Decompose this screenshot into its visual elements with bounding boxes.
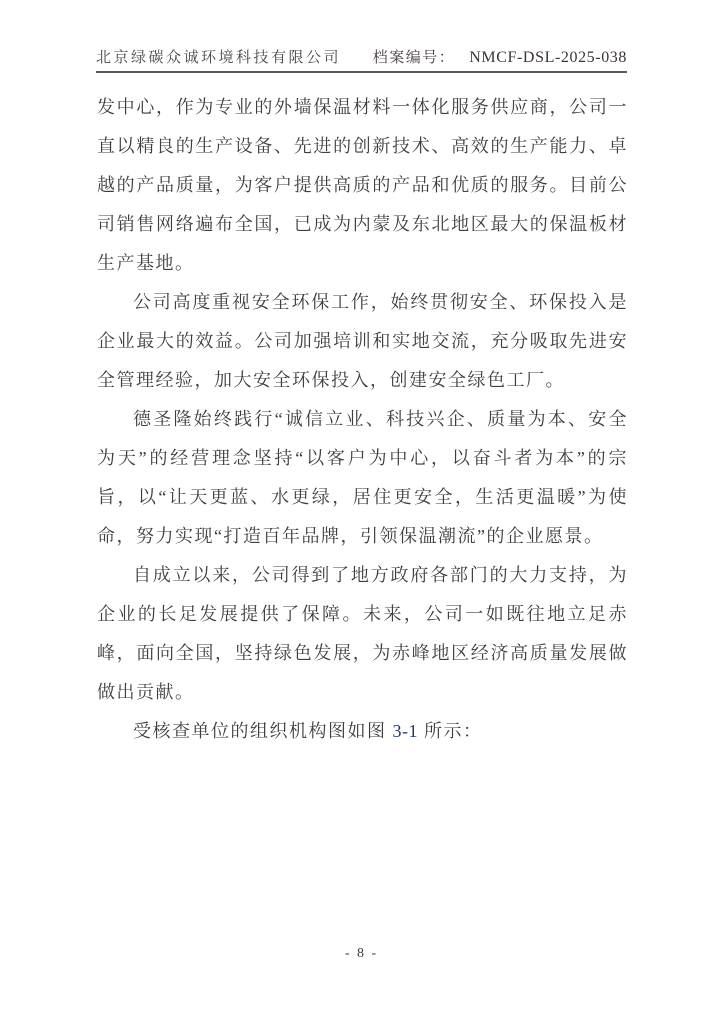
header-company-name: 北京绿碳众诚环境科技有限公司 xyxy=(96,50,342,66)
archive-number-label: 档案编号： xyxy=(372,50,456,66)
figure-intro-text-after: 所示： xyxy=(418,721,483,741)
figure-intro-text-before: 受核查单位的组织机构图如图 xyxy=(133,721,393,741)
archive-number-value: NMCF-DSL-2025-038 xyxy=(469,49,627,66)
body-paragraph-outlook: 自成立以来，公司得到了地方政府各部门的大力支持，为企业的长足发展提供了保障。未来，公司一如既往地立足赤峰，面向全国，坚持绿色发展，为赤峰地区经济高质量发展做做出贡献。 xyxy=(97,565,628,702)
figure-3-1-reference-link[interactable]: 3-1 xyxy=(392,721,418,741)
body-paragraph-figure-intro xyxy=(97,712,628,751)
document-body xyxy=(97,88,628,751)
body-paragraph-philosophy: 德圣隆始终践行“诚信立业、科技兴企、质量为本、安全为天”的经营理念坚持“以客户为中心，以奋斗者为本”的宗旨，以“让天更蓝、水更绿，居住更安全，生活更温暖”为使命，努力实现“打造百年品牌，引领保温潮流”的企业愿景。 xyxy=(97,409,628,546)
page-number: - 8 - xyxy=(344,946,379,961)
header-archive-group xyxy=(373,46,627,67)
body-paragraph-continuation: 发中心，作为专业的外墙保温材料一体化服务供应商，公司一直以精良的生产设备、先进的创新技术、高效的生产能力、卓越的产品质量，为客户提供高质的产品和优质的服务。目前公司销售网络遍布全国，已成为内蒙及东北地区最大的保温板材生产基地。 xyxy=(97,97,628,273)
page-header xyxy=(96,46,627,73)
body-paragraph-safety: 公司高度重视安全环保工作，始终贯彻安全、环保投入是企业最大的效益。公司加强培训和实地交流，充分吸取先进安全管理经验，加大安全环保投入，创建安全绿色工厂。 xyxy=(97,292,628,390)
page-footer xyxy=(0,946,723,962)
